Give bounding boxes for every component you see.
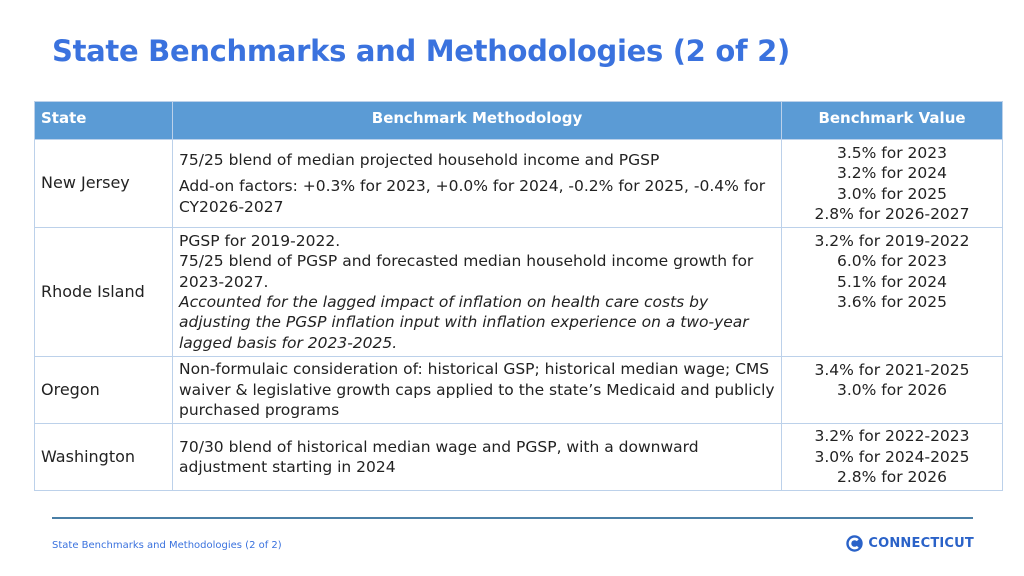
- table-row-new-jersey: [35, 140, 1003, 228]
- methodology-line: PGSP for 2019-2022.: [179, 231, 341, 250]
- value-line: 3.0% for 2026: [837, 381, 947, 400]
- state-cell: Rhode Island: [35, 228, 173, 357]
- logo-text: CONNECTICUT: [868, 536, 974, 551]
- table-row-washington: [35, 424, 1003, 491]
- value-line: 5.1% for 2024: [837, 272, 947, 291]
- connecticut-logo-icon: [846, 535, 863, 552]
- value-cell: [782, 140, 1003, 228]
- methodology-line: Add-on factors: +0.3% for 2023, +0.0% for 2024, -0.2% for 2025, -0.4% for CY2026-2027: [179, 177, 766, 216]
- value-line: 3.0% for 2024-2025: [814, 447, 970, 466]
- value-line: 3.2% for 2019-2022: [814, 232, 970, 250]
- value-line: 3.2% for 2022-2023: [814, 427, 970, 446]
- methodology-line: 75/25 blend of median projected household income and PGSP: [179, 150, 660, 169]
- state-cell: Washington: [35, 424, 173, 491]
- value-line: 2.8% for 2026: [837, 468, 947, 487]
- benchmarks-table: [34, 101, 1003, 491]
- value-cell: [782, 424, 1003, 491]
- methodology-cell: [173, 357, 782, 424]
- header-value: Benchmark Value: [782, 102, 1003, 140]
- methodology-line: 70/30 blend of historical median wage and PGSP, with a downward adjustment starting in 2024: [179, 437, 699, 476]
- state-cell: Oregon: [35, 357, 173, 424]
- state-cell: New Jersey: [35, 140, 173, 228]
- value-line: 3.0% for 2025: [837, 184, 947, 203]
- footer-divider: [52, 517, 973, 519]
- page-title: State Benchmarks and Methodologies (2 of 2): [52, 34, 790, 68]
- value-line: 3.6% for 2025: [837, 293, 947, 312]
- methodology-note: Accounted for the lagged impact of inflation on health care costs by adjusting the PGSP inflation input with inflation experience on a two-year lagged basis for 2023-2025.: [179, 293, 749, 352]
- value-line: 2.8% for 2026-2027: [814, 204, 970, 223]
- value-line: 3.4% for 2021-2025: [814, 361, 970, 379]
- table-row-oregon: [35, 357, 1003, 424]
- footer-label: State Benchmarks and Methodologies (2 of 2): [52, 540, 282, 551]
- connecticut-logo: [846, 535, 974, 552]
- header-methodology: Benchmark Methodology: [173, 102, 782, 140]
- methodology-cell: [173, 424, 782, 491]
- value-cell: [782, 357, 1003, 424]
- methodology-cell: [173, 140, 782, 228]
- methodology-line: Non-formulaic consideration of: historical GSP; historical median wage; CMS waiver & legislative growth caps applied to the state’s Medicaid and publicly purchased programs: [179, 360, 775, 420]
- value-line: 3.5% for 2023: [837, 143, 947, 162]
- table-header-row: [35, 102, 1003, 140]
- header-state: State: [35, 102, 173, 140]
- methodology-cell: [173, 228, 782, 357]
- methodology-line: 75/25 blend of PGSP and forecasted median household income growth for 2023-2027.: [179, 252, 754, 291]
- value-cell: [782, 228, 1003, 357]
- value-line: 3.2% for 2024: [837, 164, 947, 183]
- value-line: 6.0% for 2023: [837, 252, 947, 271]
- table-row-rhode-island: [35, 228, 1003, 357]
